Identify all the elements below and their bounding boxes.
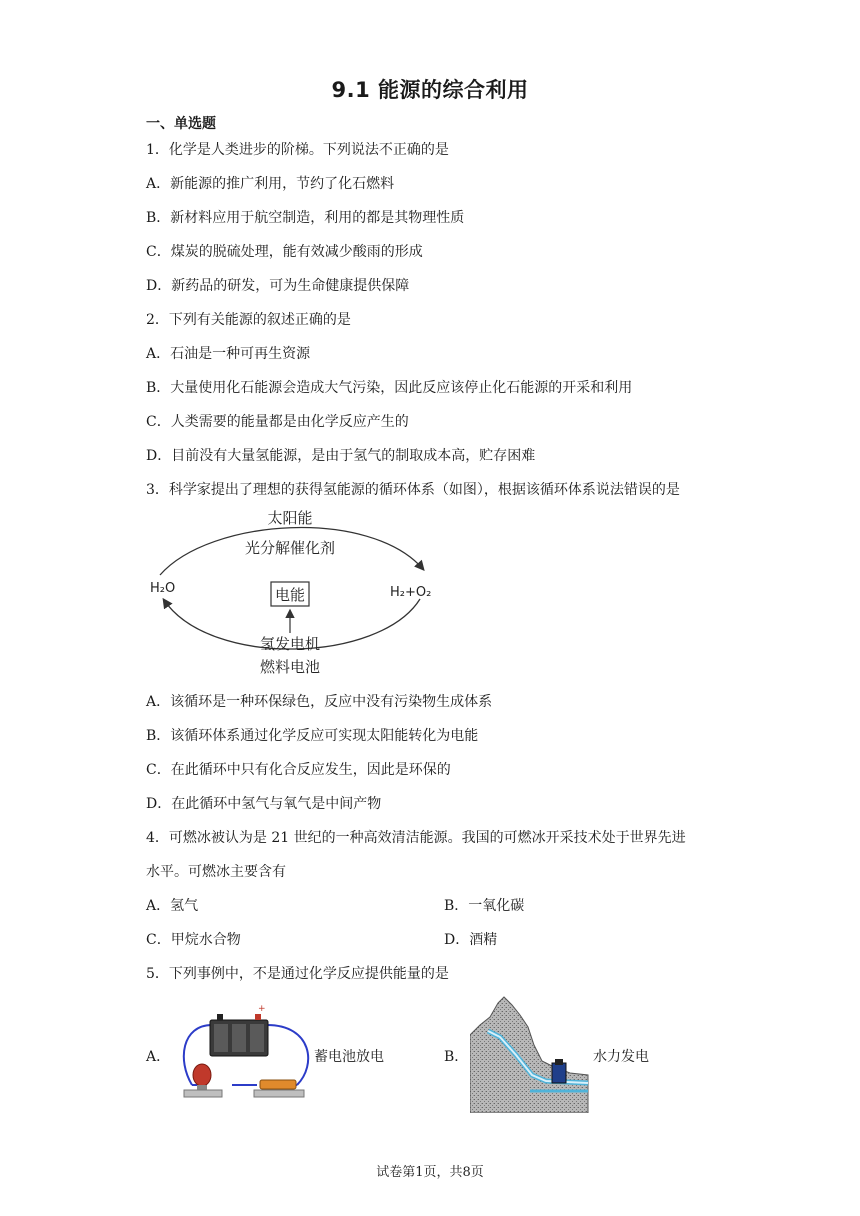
diagram-generator-label: 氢发电机 [259,635,321,653]
q3-option-a: A．该循环是一种环保绿色，反应中没有污染物生成体系 [146,694,493,710]
q2-option-c: C．人类需要的能量都是由化学反应产生的 [146,414,409,430]
diagram-catalyst-label: 光分解催化剂 [244,539,336,557]
diagram-electricity-label: 电能 [274,586,306,604]
q2-option-b: B．大量使用化石能源会造成大气污染，因此反应该停止化石能源的开采和利用 [146,380,633,396]
q4-option-a: A．氢气 [146,898,199,914]
q4-option-b: B．一氧化碳 [444,898,525,914]
light-bulb [193,1064,211,1086]
q4-option-d: D．酒精 [444,932,498,948]
q5-option-b-caption: 水力发电 [593,1049,649,1065]
q5-stem: 5．下列事例中，不是通过化学反应提供能量的是 [146,966,449,982]
q5-option-b-letter: B． [444,1049,469,1065]
diagram-fuel-cell-label: 燃料电池 [259,658,321,676]
q3-stem: 3．科学家提出了理想的获得氢能源的循环体系（如图），根据该循环体系说法错误的是 [146,482,680,498]
q2-option-a: A．石油是一种可再生资源 [146,346,311,362]
q4-stem-line1: 4．可燃冰被认为是 21 世纪的一种高效清洁能源。我国的可燃冰开采技术处于世界先进 [146,830,686,846]
page-title: 9.1 能源的综合利用 [331,78,529,102]
diagram-hydrogen-oxygen-label: H₂+O₂ [390,585,432,600]
q5-option-a-caption: 蓄电池放电 [314,1049,384,1065]
q4-option-c: C．甲烷水合物 [146,932,241,948]
q5-option-a-letter: A． [146,1049,171,1065]
q2-option-d: D．目前没有大量氢能源，是由于氢气的制取成本高，贮存困难 [146,448,536,464]
hydropower-illustration [470,995,590,1113]
section-heading: 一、单选题 [146,116,216,132]
resistor [260,1080,296,1089]
battery-circuit-illustration [172,1000,322,1105]
diagram-solar-label: 太阳能 [267,509,313,527]
q3-option-c: C．在此循环中只有化合反应发生，因此是环保的 [146,762,451,778]
q1-option-c: C．煤炭的脱硫处理，能有效减少酸雨的形成 [146,244,423,260]
q3-option-b: B．该循环体系通过化学反应可实现太阳能转化为电能 [146,728,479,744]
turbine-house [552,1063,566,1083]
diagram-water-label: H₂O [150,581,176,596]
svg-text:+: + [258,1004,266,1014]
q3-option-d: D．在此循环中氢气与氧气是中间产物 [146,796,382,812]
q1-option-d: D．新药品的研发，可为生命健康提供保障 [146,278,410,294]
q2-stem: 2．下列有关能源的叙述正确的是 [146,312,351,328]
page-footer: 试卷第1页，共8页 [376,1165,484,1180]
mountain [470,997,588,1113]
hydrogen-cycle-diagram [140,503,450,683]
q1-stem: 1．化学是人类进步的阶梯。下列说法不正确的是 [146,142,449,158]
q1-option-b: B．新材料应用于航空制造，利用的都是其物理性质 [146,210,465,226]
q4-stem-line2: 水平。可燃冰主要含有 [146,864,286,880]
q1-option-a: A．新能源的推广利用，节约了化石燃料 [146,176,395,192]
